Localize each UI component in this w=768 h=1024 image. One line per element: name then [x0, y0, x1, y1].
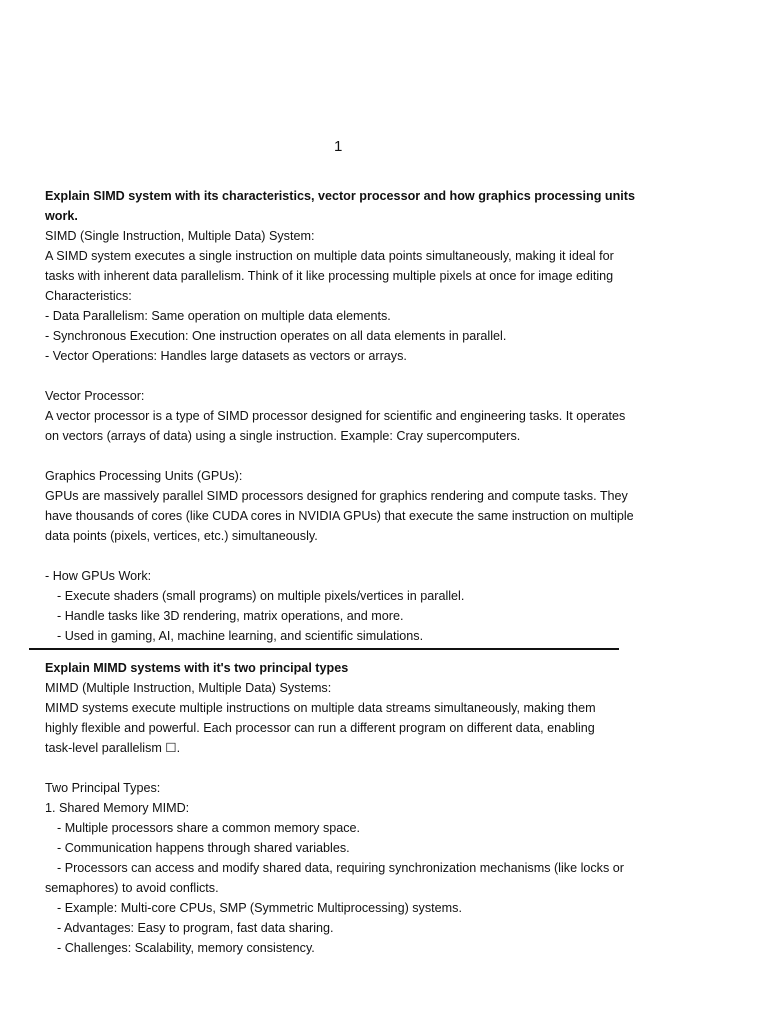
how-gpus-work-title: - How GPUs Work: [45, 569, 152, 583]
vector-processor-description: on vectors (arrays of data) using a single instruction. Example: Cray supercomputers. [45, 429, 521, 443]
gpu-description: data points (pixels, vertices, etc.) simultaneously. [45, 529, 318, 543]
characteristic-item: - Synchronous Execution: One instruction operates on all data elements in parallel. [45, 329, 507, 343]
spacer [45, 366, 645, 386]
shared-memory-item: - Example: Multi-core CPUs, SMP (Symmetric Multiprocessing) systems. [57, 901, 462, 915]
shared-memory-item: - Advantages: Easy to program, fast data sharing. [57, 921, 334, 935]
shared-memory-item: - Processors can access and modify shared data, requiring synchronization mechanisms (like locks or [57, 861, 624, 875]
gpu-title: Graphics Processing Units (GPUs): [45, 469, 243, 483]
spacer [45, 546, 645, 566]
characteristic-item: - Data Parallelism: Same operation on multiple data elements. [45, 309, 391, 323]
shared-memory-item: - Multiple processors share a common memory space. [57, 821, 361, 835]
document-body [45, 186, 645, 958]
how-gpus-work-item: - Used in gaming, AI, machine learning, and scientific simulations. [57, 629, 424, 643]
gpu-description: have thousands of cores (like CUDA cores in NVIDIA GPUs) that execute the same instruction on multiple [45, 509, 634, 523]
simd-title: SIMD (Single Instruction, Multiple Data) System: [45, 229, 315, 243]
section1-heading-cont: work. [45, 209, 78, 223]
shared-memory-item-wrap: semaphores) to avoid conflicts. [45, 881, 219, 895]
spacer [45, 446, 645, 466]
page-number: 1 [334, 138, 343, 155]
characteristic-item: - Vector Operations: Handles large datasets as vectors or arrays. [45, 349, 407, 363]
shared-memory-item: - Communication happens through shared variables. [57, 841, 350, 855]
characteristics-title: Characteristics: [45, 289, 132, 303]
principal-types-title: Two Principal Types: [45, 781, 161, 795]
section1-heading: Explain SIMD system with its characteristics, vector processor and how graphics processing units [45, 189, 635, 203]
section2-heading: Explain MIMD systems with it's two principal types [45, 661, 349, 675]
how-gpus-work-item: - Handle tasks like 3D rendering, matrix operations, and more. [57, 609, 404, 623]
spacer [45, 758, 645, 778]
mimd-description: task-level parallelism ☐. [45, 741, 181, 755]
mimd-title: MIMD (Multiple Instruction, Multiple Data) Systems: [45, 681, 332, 695]
gpu-description: GPUs are massively parallel SIMD processors designed for graphics rendering and compute tasks. They [45, 489, 628, 503]
shared-memory-item: - Challenges: Scalability, memory consistency. [57, 941, 315, 955]
section-divider [29, 648, 619, 650]
how-gpus-work-item: - Execute shaders (small programs) on multiple pixels/vertices in parallel. [57, 589, 465, 603]
mimd-description: MIMD systems execute multiple instructions on multiple data streams simultaneously, making them [45, 701, 596, 715]
vector-processor-description: A vector processor is a type of SIMD processor designed for scientific and engineering tasks. It operates [45, 409, 626, 423]
simd-description: A SIMD system executes a single instruction on multiple data points simultaneously, making it ideal for [45, 249, 614, 263]
simd-description: tasks with inherent data parallelism. Think of it like processing multiple pixels at once for image editing [45, 269, 614, 283]
mimd-description: highly flexible and powerful. Each processor can run a different program on different data, enabling [45, 721, 595, 735]
shared-memory-title: 1. Shared Memory MIMD: [45, 801, 190, 815]
vector-processor-title: Vector Processor: [45, 389, 145, 403]
